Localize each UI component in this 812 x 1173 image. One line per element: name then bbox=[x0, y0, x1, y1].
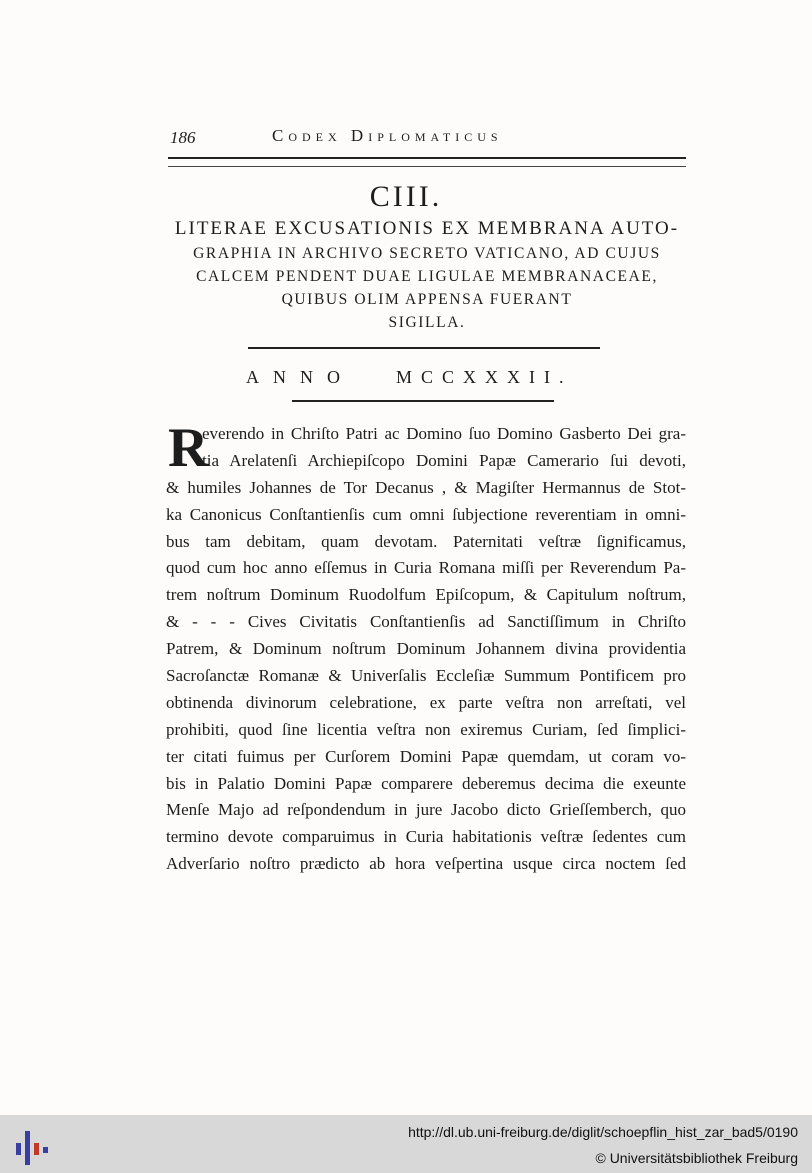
anno-rule bbox=[292, 400, 554, 402]
body-line: Menſe Majo ad reſpondendum in jure Jacobo dicto Grieſſemberch, quo bbox=[166, 800, 686, 820]
body-line: termino devote comparuimus in Curia habitationis veſtræ ſedentes cum bbox=[166, 827, 686, 847]
body-line: everendo in Chriſto Patri ac Domino ſuo Domino Gasberto Dei gra- bbox=[202, 424, 686, 443]
body-line: prohibiti, quod ſine licentia veſtra non exiremus Curiam, ſed ſimplici- bbox=[166, 719, 686, 739]
running-head bbox=[168, 126, 688, 150]
heading-line: CALCEM PENDENT DUAE LIGULAE MEMBRANACEAE, bbox=[196, 268, 658, 285]
body-line: bis in Palatio Domini Papæ comparere deberemus decima die exeunte bbox=[166, 773, 686, 793]
heading-line: QUIBUS OLIM APPENSA FUERANT bbox=[281, 291, 573, 308]
body-line: ka Canonicus Conſtantienſis cum omni ſubjectione reverentiam in omni- bbox=[166, 504, 686, 524]
body-line: quod cum hoc anno eſſemus in Curia Romana miſſi per Reverendum Pa- bbox=[166, 558, 686, 578]
copyright-text: © Universitätsbibliothek Freiburg bbox=[595, 1150, 798, 1166]
body-line: Adverſario noſtro prædicto ab hora veſpertina usque circa noctem ſed bbox=[166, 854, 686, 874]
body-line: ter citati fuimus per Curſorem Domini Papæ quemdam, ut coram vo- bbox=[166, 746, 686, 766]
heading-line: SIGILLA. bbox=[388, 314, 466, 331]
body-line: tia Arelatenſi Archiepiſcopo Domini Papæ Camerario ſui devoti, bbox=[202, 450, 686, 470]
body-line: & - - - Cives Civitatis Conſtantienſis ad Sanctiſſimum in Chriſto bbox=[166, 612, 686, 632]
header-double-rule bbox=[168, 157, 686, 167]
body-line: Patrem, & Dominum noſtrum Dominum Johannem divina providentia bbox=[166, 639, 686, 659]
ub-freiburg-logo-icon bbox=[12, 1125, 54, 1167]
body-line: Sacroſanctæ Romanæ & Univerſalis Eccleſiæ Summum Pontificem pro bbox=[166, 666, 686, 686]
body-line: bus tam debitam, quam devotam. Paternitati veſtræ ſignificamus, bbox=[166, 531, 686, 551]
section-number: CIII. bbox=[369, 180, 443, 213]
document-heading bbox=[160, 216, 694, 334]
heading-rule bbox=[248, 347, 600, 349]
permalink-link[interactable]: http://dl.ub.uni-freiburg.de/diglit/schoepflin_hist_zar_bad5/0190 bbox=[408, 1124, 798, 1140]
heading-line: LITERAE EXCUSATIONIS EX MEMBRANA AUTO- bbox=[174, 218, 680, 239]
body-line: trem noſtrum Dominum Ruodolfum Epiſcopum, & Capitulum noſtrum, bbox=[166, 585, 686, 605]
body-text bbox=[166, 417, 686, 878]
body-line: obtinenda divinorum celebratione, ex parte veſtra non arreſtati, vel bbox=[166, 692, 686, 712]
heading-line: GRAPHIA IN ARCHIVO SECRETO VATICANO, AD CUJUS bbox=[193, 245, 661, 262]
anno-label: ANNO bbox=[246, 367, 354, 387]
page-number: 186 bbox=[170, 128, 196, 147]
anno-line bbox=[246, 367, 612, 391]
running-title: Codex Diplomaticus bbox=[272, 126, 503, 145]
anno-year: MCCXXXII. bbox=[396, 367, 573, 387]
viewer-footer bbox=[0, 1115, 812, 1173]
drop-cap: R bbox=[168, 417, 209, 479]
body-line: & humiles Johannes de Tor Decanus , & Magiſter Hermannus de Stot- bbox=[166, 477, 686, 497]
